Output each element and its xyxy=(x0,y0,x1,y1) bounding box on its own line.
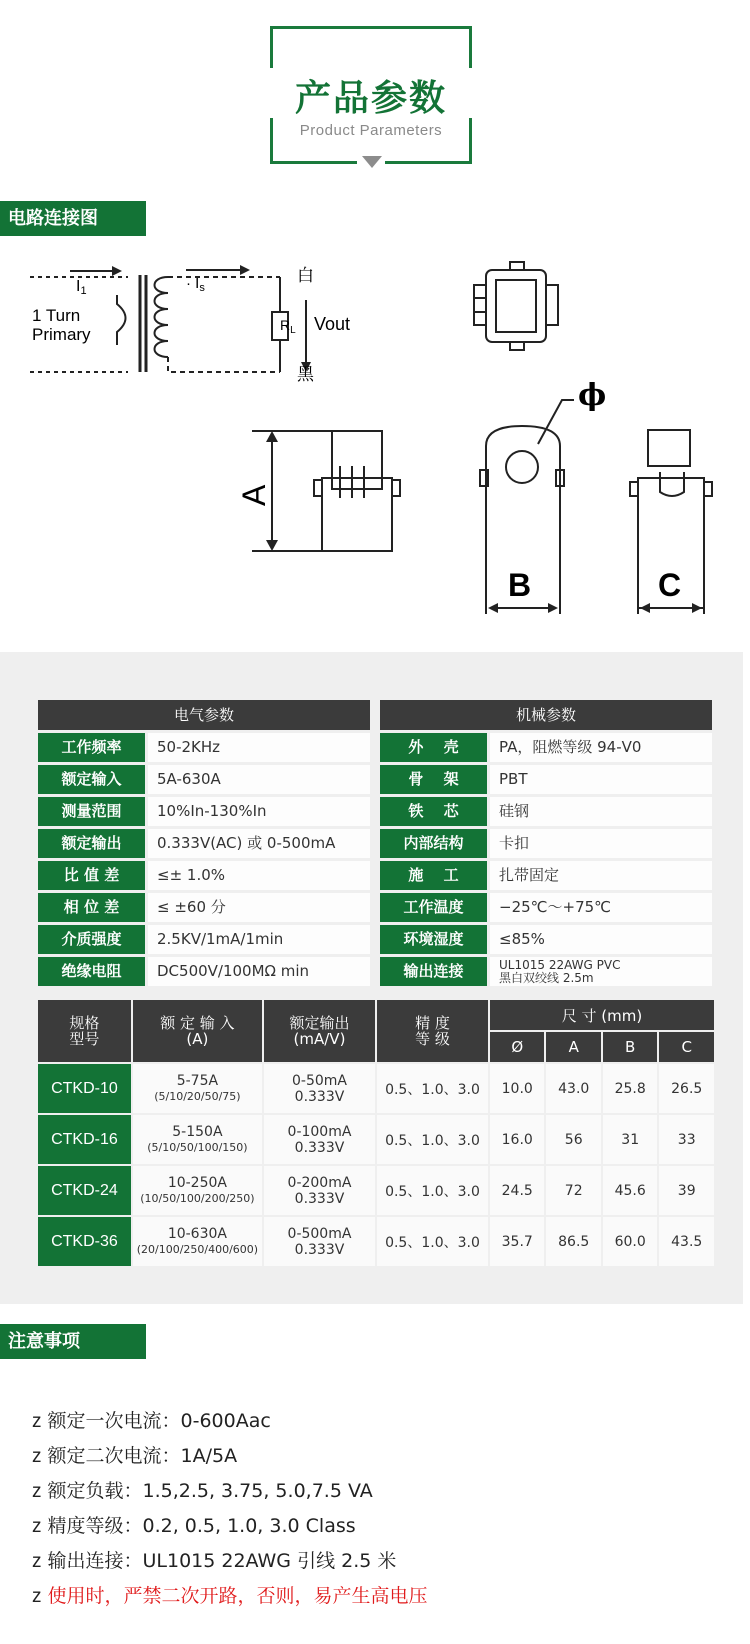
a-cell: 86.5 xyxy=(546,1217,600,1266)
accuracy-cell: 0.5、1.0、3.0 xyxy=(377,1115,488,1164)
electrical-row xyxy=(38,829,370,858)
note-text: 使用时，严禁二次开路，否则，易产生高电压 xyxy=(47,1585,428,1607)
i1-label: I1 xyxy=(76,278,87,297)
model-cell: CTKD-24 xyxy=(38,1166,131,1215)
input-cell: 10-630A (20/100/250/400/600) xyxy=(133,1217,262,1266)
section-tag-notes: 注意事项 xyxy=(0,1324,146,1359)
param-value: UL1015 22AWG PVC 黑白双绞线 2.5m xyxy=(490,957,712,986)
param-label: 施 工 xyxy=(380,861,487,890)
table-row xyxy=(38,1115,714,1164)
turn-label: 1 Turn xyxy=(32,306,81,325)
input-cell: 10-250A (10/50/100/200/250) xyxy=(133,1166,262,1215)
header-size: 尺 寸 (mm) xyxy=(490,1000,714,1030)
param-label: 内部结构 xyxy=(380,829,487,858)
phi-cell: 10.0 xyxy=(490,1064,544,1113)
note-bullet: z xyxy=(32,1516,42,1537)
phi-cell: 35.7 xyxy=(490,1217,544,1266)
phi-cell: 16.0 xyxy=(490,1115,544,1164)
electrical-title: 电气参数 xyxy=(38,700,370,730)
is-label: · $I_s$ xyxy=(186,275,205,294)
black-wire-label: 黑 xyxy=(297,365,314,385)
electrical-row xyxy=(38,861,370,890)
mechanical-row xyxy=(380,765,712,794)
output-cell: 0-50mA 0.333V xyxy=(264,1064,375,1113)
model-cell: CTKD-36 xyxy=(38,1217,131,1266)
param-label: 工作温度 xyxy=(380,893,487,922)
param-value: DC500V/100MΩ min xyxy=(148,957,370,986)
notes-list xyxy=(32,1404,428,1614)
param-value: ≤85% xyxy=(490,925,712,954)
note-text: 额定负载：1.5,2.5, 3.75, 5.0,7.5 VA xyxy=(47,1480,373,1502)
input-cell: 5-150A (5/10/50/100/150) xyxy=(133,1115,262,1164)
param-value: 5A-630A xyxy=(148,765,370,794)
header-phi: Ø xyxy=(490,1032,544,1062)
a-cell: 43.0 xyxy=(546,1064,600,1113)
note-item xyxy=(32,1439,428,1474)
dim-b-label: B xyxy=(508,567,532,603)
page-subtitle: Product Parameters xyxy=(299,122,443,139)
param-value: PA，阻燃等级 94-V0 xyxy=(490,733,712,762)
c-cell: 43.5 xyxy=(659,1217,714,1266)
param-label: 外 壳 xyxy=(380,733,487,762)
header-model: 规格 型号 xyxy=(38,1000,131,1062)
param-value: 0.333V(AC) 或 0-500mA xyxy=(148,829,370,858)
output-cell: 0-100mA 0.333V xyxy=(264,1115,375,1164)
section-tag-circuit: 电路连接图 xyxy=(0,201,146,236)
header-c: C xyxy=(659,1032,714,1062)
output-cell: 0-200mA 0.333V xyxy=(264,1166,375,1215)
param-label: 相 位 差 xyxy=(38,893,145,922)
header-output: 额定输出 (mA/V) xyxy=(264,1000,375,1062)
mechanical-row xyxy=(380,893,712,922)
param-value: 10%In-130%In xyxy=(148,797,370,826)
param-label: 工作频率 xyxy=(38,733,145,762)
param-label: 输出连接 xyxy=(380,957,487,986)
note-bullet: z xyxy=(32,1586,42,1607)
note-bullet: z xyxy=(32,1446,42,1467)
mechanical-row xyxy=(380,861,712,890)
electrical-row xyxy=(38,957,370,986)
b-cell: 25.8 xyxy=(603,1064,657,1113)
c-cell: 26.5 xyxy=(659,1064,714,1113)
phi-label: ϕ xyxy=(578,378,607,413)
accuracy-cell: 0.5、1.0、3.0 xyxy=(377,1064,488,1113)
rl-label: $R_L$ xyxy=(280,317,296,336)
down-arrow-icon xyxy=(362,156,382,168)
output-cell: 0-500mA 0.333V xyxy=(264,1217,375,1266)
dim-c-label: C xyxy=(658,567,682,603)
mechanical-row xyxy=(380,829,712,858)
param-label: 比 值 差 xyxy=(38,861,145,890)
a-cell: 56 xyxy=(546,1115,600,1164)
note-item xyxy=(32,1474,428,1509)
table-row xyxy=(38,1064,714,1113)
param-value: 硅钢 xyxy=(490,797,712,826)
electrical-row xyxy=(38,925,370,954)
page-title: 产品参数 xyxy=(294,78,447,119)
mechanical-row xyxy=(380,925,712,954)
primary-label: Primary xyxy=(32,325,91,344)
param-value: −25℃～+75℃ xyxy=(490,893,712,922)
param-value: PBT xyxy=(490,765,712,794)
c-cell: 39 xyxy=(659,1166,714,1215)
vout-label: Vout xyxy=(314,314,351,334)
param-value: 卡扣 xyxy=(490,829,712,858)
mechanical-title: 机械参数 xyxy=(380,700,712,730)
electrical-row xyxy=(38,797,370,826)
header-a: A xyxy=(546,1032,600,1062)
note-text: 额定二次电流：1A/5A xyxy=(47,1445,238,1467)
header-b: B xyxy=(603,1032,657,1062)
note-item xyxy=(32,1404,428,1439)
dim-a-label: A xyxy=(236,484,272,506)
electrical-row xyxy=(38,893,370,922)
model-cell: CTKD-10 xyxy=(38,1064,131,1113)
param-label: 额定输入 xyxy=(38,765,145,794)
param-label: 铁 芯 xyxy=(380,797,487,826)
note-text: 输出连接：UL1015 22AWG 引线 2.5 米 xyxy=(47,1550,397,1572)
spec-table xyxy=(36,998,716,1268)
param-label: 骨 架 xyxy=(380,765,487,794)
table-row xyxy=(38,1166,714,1215)
note-text: 精度等级：0.2, 0.5, 1.0, 3.0 Class xyxy=(47,1515,356,1537)
circuit-and-dimension-diagram xyxy=(0,255,743,620)
mechanical-panel xyxy=(380,700,712,986)
header-accuracy: 精 度 等 级 xyxy=(377,1000,488,1062)
header-input: 额 定 输 入 (A) xyxy=(133,1000,262,1062)
model-cell: CTKD-16 xyxy=(38,1115,131,1164)
header-frame xyxy=(270,26,472,164)
white-wire-label: 白 xyxy=(297,266,314,286)
mechanical-row xyxy=(380,797,712,826)
electrical-row xyxy=(38,733,370,762)
b-cell: 60.0 xyxy=(603,1217,657,1266)
note-bullet: z xyxy=(32,1481,42,1502)
mechanical-row xyxy=(380,733,712,762)
note-bullet: z xyxy=(32,1551,42,1572)
c-cell: 33 xyxy=(659,1115,714,1164)
note-item xyxy=(32,1579,428,1614)
param-value: ≤ ±60 分 xyxy=(148,893,370,922)
note-text: 额定一次电流：0-600Aac xyxy=(47,1410,271,1432)
a-cell: 72 xyxy=(546,1166,600,1215)
electrical-panel xyxy=(38,700,370,986)
b-cell: 31 xyxy=(603,1115,657,1164)
input-cell: 5-75A (5/10/20/50/75) xyxy=(133,1064,262,1113)
param-label: 额定输出 xyxy=(38,829,145,858)
note-item xyxy=(32,1544,428,1579)
param-label: 环境湿度 xyxy=(380,925,487,954)
electrical-row xyxy=(38,765,370,794)
phi-cell: 24.5 xyxy=(490,1166,544,1215)
mechanical-row xyxy=(380,957,712,986)
note-bullet: z xyxy=(32,1411,42,1432)
accuracy-cell: 0.5、1.0、3.0 xyxy=(377,1217,488,1266)
param-label: 绝缘电阻 xyxy=(38,957,145,986)
accuracy-cell: 0.5、1.0、3.0 xyxy=(377,1166,488,1215)
param-value: 50-2KHz xyxy=(148,733,370,762)
note-item xyxy=(32,1509,428,1544)
param-value: ≤± 1.0% xyxy=(148,861,370,890)
b-cell: 45.6 xyxy=(603,1166,657,1215)
param-value: 2.5KV/1mA/1min xyxy=(148,925,370,954)
param-value: 扎带固定 xyxy=(490,861,712,890)
table-row xyxy=(38,1217,714,1266)
param-label: 测量范围 xyxy=(38,797,145,826)
param-label: 介质强度 xyxy=(38,925,145,954)
